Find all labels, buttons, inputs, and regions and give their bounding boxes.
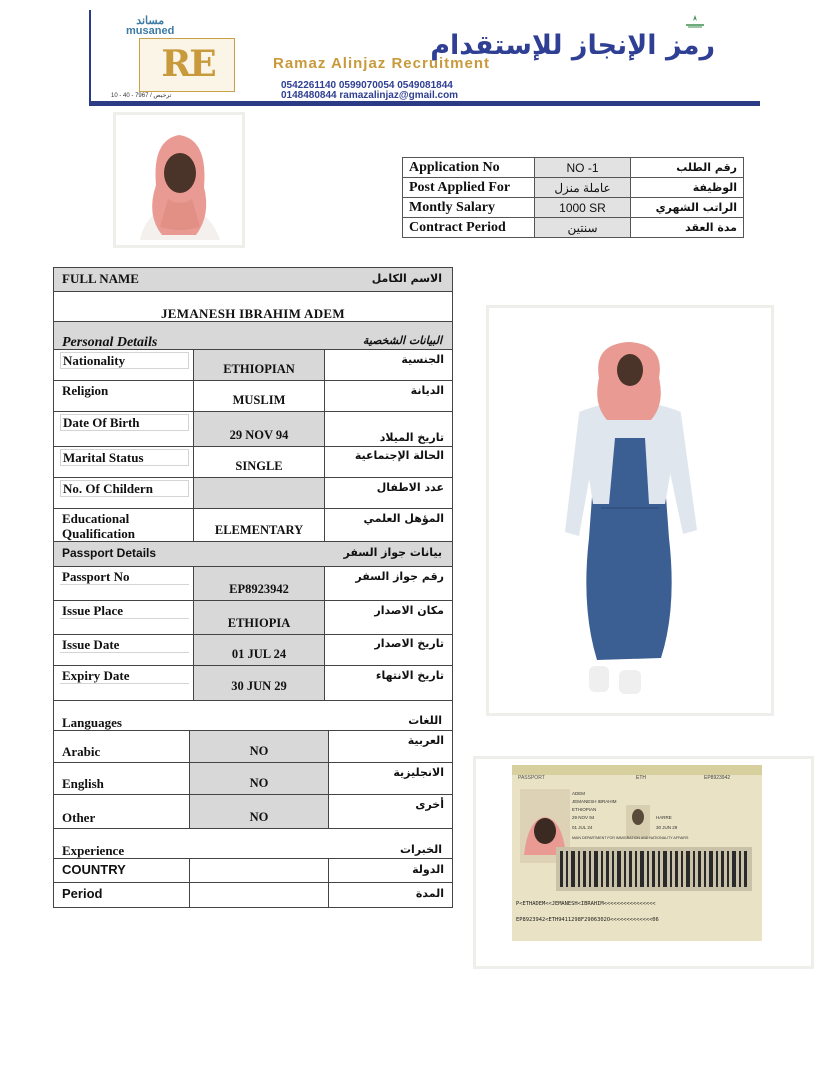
full-name-label-ar: الاسم الكامل <box>371 272 442 285</box>
portrait-illustration <box>116 115 242 245</box>
table-row <box>403 198 744 218</box>
company-name-english: Ramaz Alinjaz Recruitment <box>273 55 490 72</box>
language-other-label: Other <box>62 810 96 825</box>
experience-country-label-ar: الدولة <box>412 863 444 876</box>
passport-birth-date: 29 NOV 94 <box>572 815 595 820</box>
language-arabic-label: Arabic <box>62 744 101 759</box>
passport-no-label: Passport No <box>60 569 189 585</box>
passport-details-header <box>54 542 452 567</box>
issue-date-label: Issue Date <box>60 637 189 653</box>
passport-scan-illustration <box>476 759 811 966</box>
language-other-value: NO <box>249 810 269 824</box>
table-row <box>403 178 744 198</box>
full-length-photo <box>486 305 774 716</box>
table-row <box>54 666 452 701</box>
personal-details-label: Personal Details <box>62 335 158 350</box>
table-row <box>54 447 452 478</box>
language-english-label-ar: الانجليزية <box>393 766 444 779</box>
table-row <box>54 567 452 601</box>
language-arabic-value: NO <box>249 744 269 758</box>
table-row <box>54 795 452 829</box>
post-label-ar: الوظيفة <box>631 178 744 198</box>
language-arabic-label-ar: العربية <box>407 734 444 747</box>
passport-mrz-line-1: P<ETHADEM<<JEMANESH<IBRAHIM<<<<<<<<<<<<<<<< <box>516 901 656 907</box>
languages-header <box>54 701 452 731</box>
salary-label: Montly Salary <box>403 198 535 218</box>
education-label-ar: المؤهل العلمي <box>363 512 444 525</box>
company-name-arabic: رمز الإنجاز للإستقدام <box>430 30 715 61</box>
education-value: ELEMENTARY <box>214 523 304 537</box>
full-name-header <box>54 268 452 292</box>
full-length-illustration <box>489 308 771 713</box>
passport-issue-date: 01 JUL 24 <box>572 825 593 830</box>
experience-country-label: COUNTRY <box>62 862 126 877</box>
portrait-photo <box>113 112 245 248</box>
passport-mrz-line-2: EP8923942<ETH9411298F2906302O<<<<<<<<<<<<<06 <box>516 917 659 923</box>
table-row <box>54 859 452 883</box>
birth-date-value: 29 NOV 94 <box>229 428 289 442</box>
children-label: No. Of Childern <box>60 480 189 497</box>
post-value: عاملة منزل <box>535 178 631 198</box>
passport-expiry-date: 30 JUN 29 <box>656 825 678 830</box>
passport-no-value: EP8923942 <box>229 582 289 596</box>
post-label: Post Applied For <box>403 178 535 198</box>
marital-status-label: Marital Status <box>60 449 189 466</box>
full-name-value: JEMANESH IBRAHIM ADEM <box>161 306 345 321</box>
application-no-label-ar: رقم الطلب <box>631 158 744 178</box>
birth-date-label: Date Of Birth <box>60 414 189 431</box>
children-label-ar: عدد الاطفال <box>376 481 444 494</box>
table-row <box>54 381 452 412</box>
expiry-date-value: 30 JUN 29 <box>231 679 287 693</box>
language-english-label: English <box>62 776 104 791</box>
ministry-crest-icon <box>680 13 710 29</box>
license-number: ترخيص / 7967 - 40 - 10 <box>111 93 172 99</box>
table-row <box>54 601 452 635</box>
company-logo <box>139 38 235 92</box>
personal-details-label-ar: البيانات الشخصية <box>362 334 442 347</box>
experience-period-label-ar: المدة <box>415 887 444 900</box>
expiry-date-label: Expiry Date <box>60 668 189 684</box>
table-row <box>54 412 452 447</box>
passport-details-label: Passport Details <box>62 546 157 560</box>
details-table <box>53 267 453 908</box>
passport-authority: MAIN DEPARTMENT FOR IMMIGRATION AND NATIONALITY AFFAIRS <box>572 836 689 840</box>
nationality-label-ar: الجنسية <box>401 353 444 366</box>
issue-date-value: 01 JUL 24 <box>231 647 287 661</box>
personal-details-header <box>54 322 452 350</box>
religion-label: Religion <box>60 383 189 398</box>
passport-number-text: EP8923942 <box>704 775 731 781</box>
table-row <box>403 158 744 178</box>
contract-label-ar: مدة العقد <box>631 218 744 238</box>
languages-label: Languages <box>62 715 122 730</box>
marital-status-label-ar: الحالة الإجتماعية <box>354 449 444 462</box>
contact-line: 0148480844 ramazalinjaz@gmail.com <box>281 90 459 101</box>
application-no-value: NO -1 <box>535 158 631 178</box>
salary-label-ar: الراتب الشهري <box>631 198 744 218</box>
education-label: Educational Qualification <box>60 511 189 541</box>
passport-given-names: JEMANESH IBRAHIM <box>572 799 617 804</box>
passport-scan <box>473 756 814 969</box>
phone-numbers: 0542261140 0599070054 0549081844 <box>281 80 453 91</box>
musaned-logo: مساند musaned <box>126 15 175 37</box>
nationality-label: Nationality <box>60 352 189 369</box>
table-row <box>54 635 452 666</box>
table-row <box>54 763 452 795</box>
language-english-value: NO <box>249 776 269 790</box>
logo-monogram: RE <box>161 43 215 85</box>
passport-birth-place: HARRE <box>656 815 672 820</box>
table-row <box>54 350 452 381</box>
issue-place-label: Issue Place <box>60 603 189 619</box>
languages-label-ar: اللغات <box>408 714 442 727</box>
header-banner <box>89 10 760 106</box>
marital-status-value: SINGLE <box>235 459 283 473</box>
table-row <box>54 731 452 763</box>
contract-value: سنتين <box>535 218 631 238</box>
table-row <box>403 218 744 238</box>
religion-label-ar: الديانة <box>410 384 444 397</box>
table-row <box>54 509 452 542</box>
expiry-date-label-ar: تاريخ الانتهاء <box>375 669 444 682</box>
birth-date-label-ar: تاريخ الميلاد <box>379 431 444 444</box>
table-row <box>54 478 452 509</box>
issue-place-value: ETHIOPIA <box>227 616 291 630</box>
passport-surname: ADEM <box>572 791 586 796</box>
table-row <box>54 883 452 907</box>
language-other-label-ar: أخرى <box>415 798 444 811</box>
experience-label: Experience <box>62 843 125 858</box>
contract-label: Contract Period <box>403 218 535 238</box>
issue-date-label-ar: تاريخ الاصدار <box>374 637 444 650</box>
religion-value: MUSLIM <box>232 393 286 407</box>
experience-period-label: Period <box>62 886 103 901</box>
full-name-label: FULL NAME <box>62 271 139 286</box>
passport-header-text: PASSPORT <box>518 775 545 781</box>
passport-nationality: ETHIOPIAN <box>572 807 597 812</box>
experience-header <box>54 829 452 859</box>
experience-label-ar: الخبرات <box>400 843 442 856</box>
passport-no-label-ar: رقم جواز السفر <box>355 570 444 583</box>
passport-details-label-ar: بيانات جواز السفر <box>343 546 442 559</box>
application-no-label: Application No <box>403 158 535 178</box>
salary-value: 1000 SR <box>535 198 631 218</box>
nationality-value: ETHIOPIAN <box>223 362 295 376</box>
issue-place-label-ar: مكان الاصدار <box>374 604 444 617</box>
full-name-row <box>54 292 452 322</box>
passport-country-code: ETH <box>636 775 646 781</box>
application-table <box>402 157 744 238</box>
